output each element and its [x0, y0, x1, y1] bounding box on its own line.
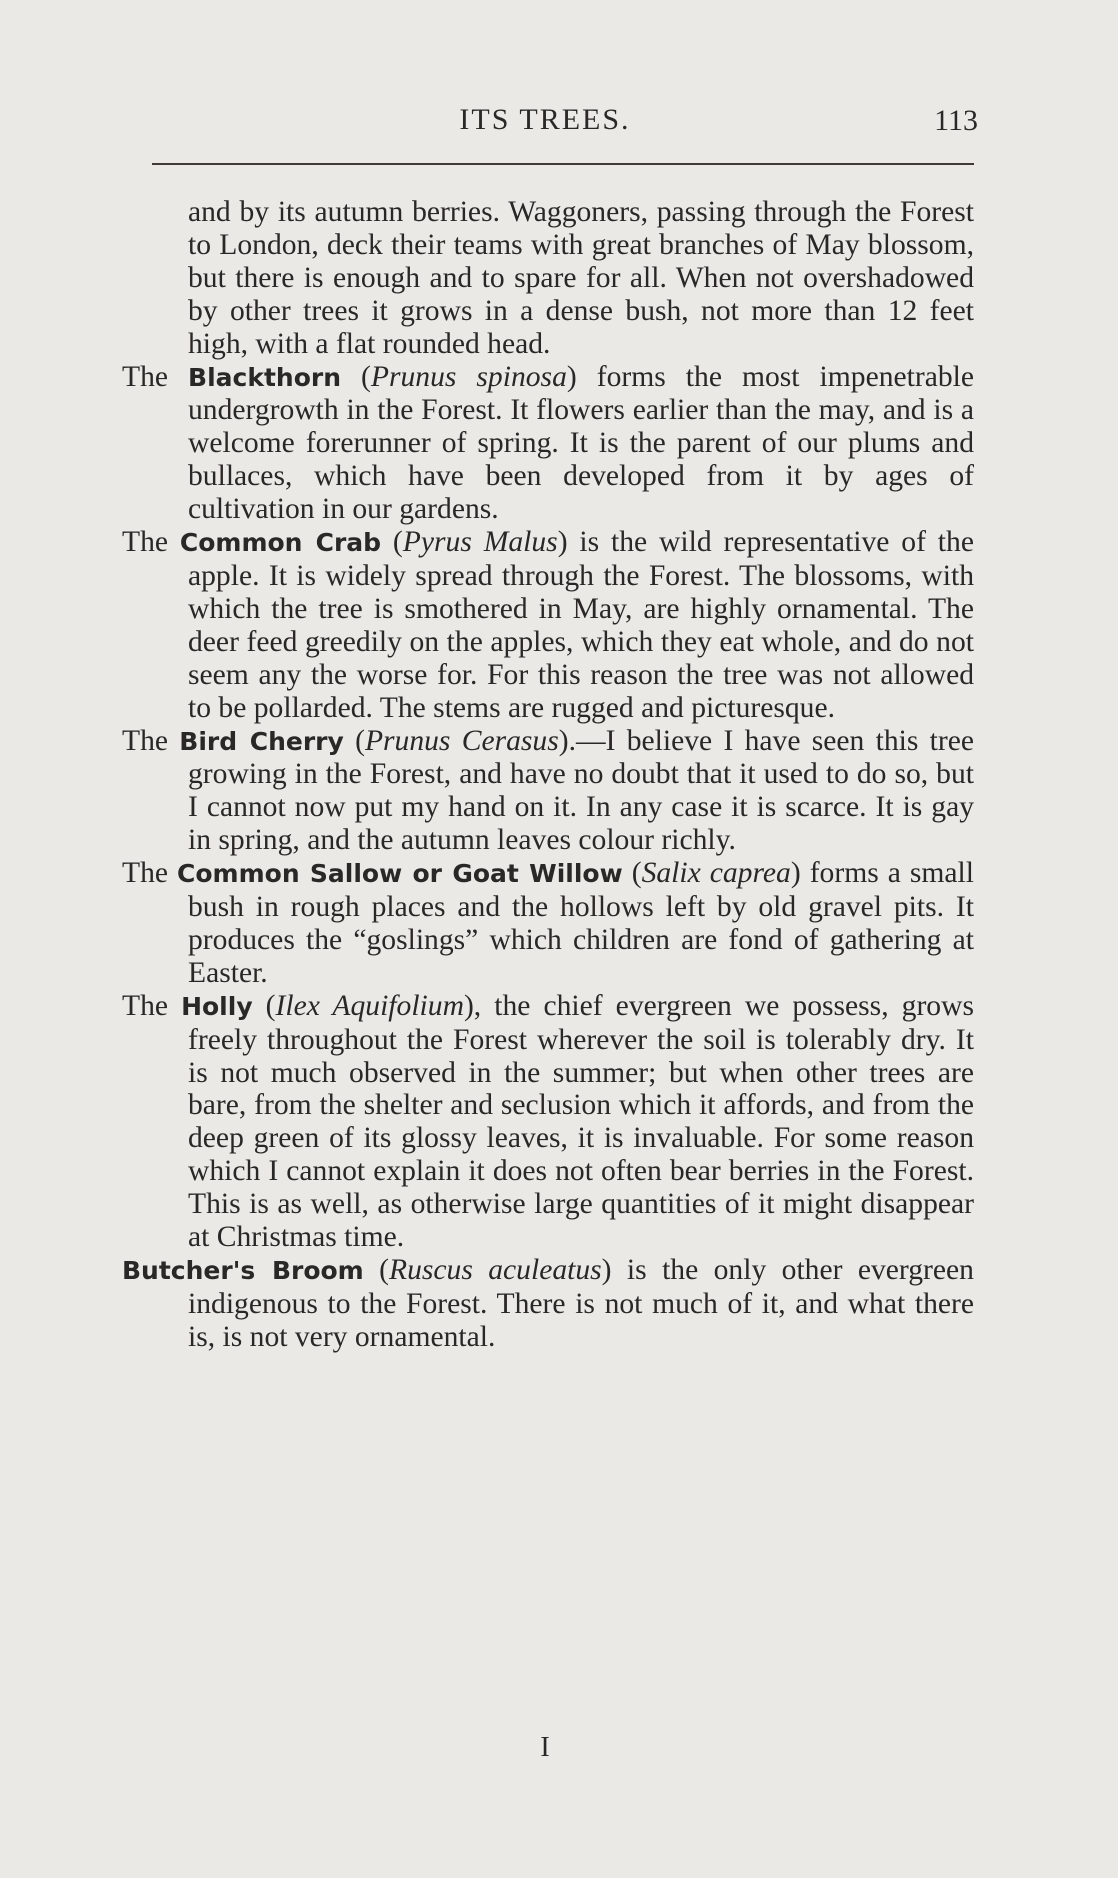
paragraph-text: forms the most impenetrable undergrowth in the Forest. It flowers earlier than the may, and is a welcome forerunner of spring. It is the parent of our plums and bullaces, which have been developed from it by ages of cultivation in our gardens.: [188, 360, 974, 526]
paragraph-text: and by its autumn berries. Waggoners, passing through the Forest to London, deck their teams with great branches of May blossom, but there is enough and to spare for all. When not overshadowed by other trees it grows in a dense bush, not more than 12 feet high, with a flat rounded head.: [188, 196, 974, 360]
paragraph-lead: The: [122, 526, 180, 559]
page-number: 113: [934, 104, 978, 137]
paragraph-lead: The: [122, 989, 182, 1022]
paragraph-butchers-broom: [122, 1254, 974, 1354]
paragraph-common-crab: [122, 526, 974, 724]
paren-open: (: [622, 857, 642, 890]
body-text: [122, 196, 974, 1354]
scientific-name: Salix caprea: [641, 857, 791, 890]
term-butchers-broom: Butcher's Broom: [122, 1256, 364, 1285]
term-common-sallow: Common Sallow or Goat Willow: [177, 859, 623, 889]
paren-close: ): [557, 526, 568, 559]
paren-close: ).: [558, 724, 577, 757]
paren-open: (: [252, 989, 276, 1022]
paragraph-hawthorn-continuation: [122, 196, 974, 361]
paren-open: (: [343, 724, 365, 757]
paren-open: (: [381, 526, 403, 559]
paren-open: (: [341, 360, 371, 393]
scientific-name: Prunus Cerasus: [364, 724, 559, 757]
scientific-name: Prunus spinosa: [370, 360, 567, 393]
paragraph-text: is the only other evergreen indigenous to the Forest. There is not much of it, and what there is, is not very ornamental.: [188, 1254, 974, 1353]
paragraph-holly: [122, 990, 974, 1254]
term-common-crab: Common Crab: [179, 528, 382, 558]
scientific-name: Ilex Aquifolium: [275, 989, 464, 1022]
term-holly: Holly: [181, 991, 253, 1021]
signature-mark: I: [540, 1732, 550, 1763]
paragraph-common-sallow: [122, 857, 974, 990]
paragraph-text: is the wild representative of the apple. It is widely spread through the Forest. The blossoms, with which the tree is smothered in May, are highly ornamental. The deer feed greedily on the apples, which they eat whole, and do not seem any the worse for. For this reason the tree was not allowed to be pollarded. The stems are rugged and picturesque.: [188, 526, 974, 724]
paragraph-lead: The: [122, 724, 180, 757]
paragraph-text: forms a small bush in rough places and the hollows left by old gravel pits. It produces the “goslings” which children are fond of gathering at Easter.: [188, 857, 974, 989]
paragraph-blackthorn: [122, 361, 974, 527]
paren-close: ),: [463, 989, 482, 1022]
term-blackthorn: Blackthorn: [188, 362, 342, 392]
paragraph-lead: The: [122, 360, 189, 393]
paren-close: ): [601, 1254, 612, 1286]
header-rule: [152, 163, 974, 165]
scientific-name: Pyrus Malus: [402, 526, 558, 559]
paren-close: ): [566, 360, 577, 393]
running-title: ITS TREES.: [459, 103, 631, 136]
paragraph-text: —I believe I have seen this tree growing in the Forest, and have no doubt that it used to do so, but I cannot now put my hand on it. In any case it is scarce. It is gay in spring, and the autumn leaves colour richly.: [188, 724, 974, 857]
paren-close: ): [790, 857, 801, 890]
scientific-name: Ruscus aculeatus: [389, 1254, 602, 1286]
paragraph-text: the chief evergreen we possess, grows freely throughout the Forest wherever the soil is tolerably dry. It is not much observed in the summer; but when other trees are bare, from the shelter and seclusion which it affords, and from the deep green of its glossy leaves, it is invaluable. For some reason which I cannot explain it does not often bear berries in the Forest. This is as well, as otherwise large quantities of it might disappear at Christmas time.: [188, 989, 974, 1254]
paren-open: (: [363, 1254, 389, 1286]
paragraph-lead: The: [122, 857, 178, 890]
term-bird-cherry: Bird Cherry: [179, 726, 344, 756]
paragraph-bird-cherry: [122, 725, 974, 858]
